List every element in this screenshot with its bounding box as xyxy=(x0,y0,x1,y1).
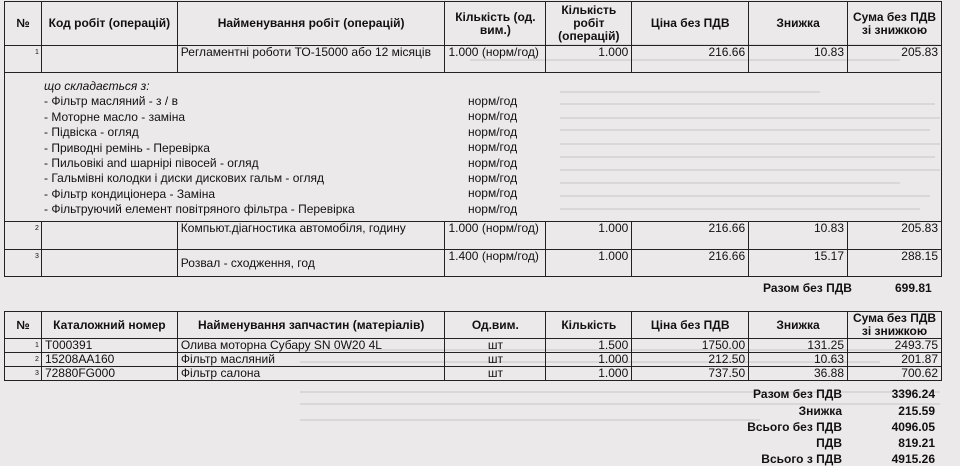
row-sum: 288.15 xyxy=(848,250,942,277)
row-sum: 2493.75 xyxy=(848,339,942,353)
row-name: Фільтр масляний xyxy=(177,353,445,367)
row-code xyxy=(41,250,177,277)
row-unit: шт xyxy=(445,353,546,367)
summary-label: Всього без ПДВ xyxy=(747,420,842,434)
col-header-discount: Знижка xyxy=(749,312,848,339)
list-item-unit: норм/год xyxy=(468,94,518,108)
row-qty: 1.000 xyxy=(546,367,632,381)
row-discount: 10.83 xyxy=(749,46,848,73)
row-price: 1750.00 xyxy=(632,339,749,353)
row-number: 1 xyxy=(5,46,42,73)
row-number: 3 xyxy=(5,250,42,277)
works-total-value: 699.81 xyxy=(895,281,932,295)
row-qty: 1.000 xyxy=(546,222,632,250)
row-code xyxy=(41,46,177,73)
col-header-name: Найменування робіт (операцій) xyxy=(177,2,445,46)
col-header-discount: Знижка xyxy=(749,2,848,46)
row-price: 216.66 xyxy=(632,250,749,277)
list-item-unit: норм/год xyxy=(468,186,518,201)
row-sum: 205.83 xyxy=(848,222,942,250)
parts-header-row xyxy=(5,312,942,339)
row-discount: 36.88 xyxy=(749,367,848,381)
list-item: - Моторне масло - заміна xyxy=(44,109,186,124)
table-row xyxy=(5,222,942,250)
row-price: 216.66 xyxy=(632,222,749,250)
row-name: Компьют.діагностика автомобіля, годину xyxy=(177,222,445,250)
col-header-qty: Кількість робіт (операцій) xyxy=(546,2,632,46)
list-item-unit: норм/год xyxy=(468,171,518,186)
row-qty-unit: 1.000 (норм/год) xyxy=(445,222,546,250)
table-row xyxy=(5,339,942,353)
row-qty: 1.000 xyxy=(546,250,632,277)
row-name: Фільтр салона xyxy=(177,367,445,381)
works-header-row xyxy=(5,2,942,46)
col-header-no: № xyxy=(5,312,42,339)
row-qty: 1.000 xyxy=(546,353,632,367)
row-price: 216.66 xyxy=(632,46,749,73)
table-row xyxy=(5,250,942,277)
col-header-sum: Сума без ПДВ зі знижкою xyxy=(848,2,942,46)
table-row xyxy=(5,353,942,367)
row-qty-unit: 1.000 (норм/год) xyxy=(445,46,546,73)
summary-label: Знижка xyxy=(798,404,842,418)
row-sum: 201.87 xyxy=(848,353,942,367)
list-item-unit: норм/год xyxy=(468,124,518,139)
list-item: - Фільтр масляний - з / в xyxy=(44,94,178,109)
sub-items-units xyxy=(468,94,517,217)
row-number: 1 xyxy=(5,339,42,353)
row-price: 212.50 xyxy=(632,353,749,367)
list-item-unit: норм/год xyxy=(468,155,518,170)
col-header-qty: Кількість xyxy=(546,312,632,339)
row-name: Олива моторна Субару SN 0W20 4L xyxy=(177,339,445,353)
row-code: 15208AA160 xyxy=(41,353,177,367)
parts-table xyxy=(4,311,942,381)
list-item: - Пильовікі and шарнірі півосей - огляд xyxy=(44,156,259,171)
summary-label: ПДВ xyxy=(816,436,842,450)
row-qty: 1.500 xyxy=(546,339,632,353)
summary-label: Разом без ПДВ xyxy=(753,387,842,401)
col-header-price: Ціна без ПДВ xyxy=(632,312,749,339)
list-item-unit: норм/год xyxy=(468,140,518,155)
list-item: - Фільтр кондиціонера - Заміна xyxy=(44,186,215,201)
list-item-unit: норм/год xyxy=(468,109,518,124)
row-number: 3 xyxy=(5,367,42,381)
row-discount: 15.17 xyxy=(749,250,848,277)
row-sum: 700.62 xyxy=(848,367,942,381)
list-item: - Гальмівні колодки і диски дискових гальм - огляд xyxy=(44,171,325,186)
sub-items-list xyxy=(44,79,355,218)
row-code: T000391 xyxy=(41,339,177,353)
row-number: 2 xyxy=(5,353,42,367)
row-name: Розвал - сходження, год xyxy=(177,250,445,277)
summary-value: 4915.26 xyxy=(891,452,935,466)
col-header-sum: Сума без ПДВ зі знижкою xyxy=(848,312,942,339)
row-number: 2 xyxy=(5,222,42,250)
col-header-name: Найменування запчастин (матеріалів) xyxy=(177,312,445,339)
summary-value: 4096.05 xyxy=(891,420,935,434)
sub-items-heading: що складається з: xyxy=(44,79,150,93)
row-code: 72880FG000 xyxy=(41,367,177,381)
row-unit: шт xyxy=(445,339,546,353)
col-header-unit: Од.вим. xyxy=(445,312,546,339)
row-qty: 1.000 xyxy=(546,46,632,73)
col-header-no: № xyxy=(5,2,42,46)
row-name: Регламентні роботи ТО-15000 або 12 місяців xyxy=(177,46,445,73)
row-code xyxy=(41,222,177,250)
list-item-unit: норм/год xyxy=(468,201,518,216)
list-item: - Приводні ремінь - Перевірка xyxy=(44,140,210,155)
col-header-price: Ціна без ПДВ xyxy=(632,2,749,46)
list-item: - Фільтруючий елемент повітряного фільтра - Перевірка xyxy=(44,202,355,217)
row-unit: шт xyxy=(445,367,546,381)
summary-value: 3396.24 xyxy=(891,387,935,401)
summary-value: 215.59 xyxy=(898,404,935,418)
list-item: - Підвіска - огляд xyxy=(44,125,139,140)
works-total-label: Разом без ПДВ xyxy=(763,281,852,295)
summary-value: 819.21 xyxy=(898,436,935,450)
row-price: 737.50 xyxy=(632,367,749,381)
table-row xyxy=(5,367,942,381)
row-qty-unit: 1.400 (норм/год) xyxy=(445,250,546,277)
row-discount: 10.83 xyxy=(749,222,848,250)
col-header-qty-unit: Кількість (од. вим.) xyxy=(445,2,546,46)
summary-label: Всього з ПДВ xyxy=(761,452,842,466)
table-row xyxy=(5,46,942,73)
col-header-code: Каталожний номер xyxy=(41,312,177,339)
row-discount: 131.25 xyxy=(749,339,848,353)
col-header-code: Код робіт (операцій) xyxy=(41,2,177,46)
row-sum: 205.83 xyxy=(848,46,942,73)
row-discount: 10.63 xyxy=(749,353,848,367)
